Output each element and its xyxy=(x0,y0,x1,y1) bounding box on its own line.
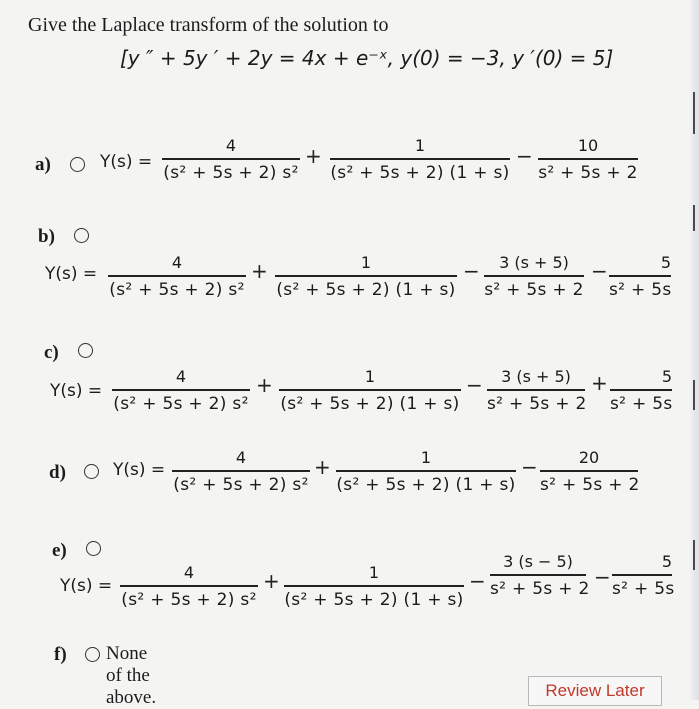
fraction-bar xyxy=(112,389,250,391)
numerator: 5 xyxy=(661,367,672,386)
option-a-radio[interactable] xyxy=(70,157,85,172)
denominator: (s² + 5s + 2) s² xyxy=(121,589,257,610)
numerator: 4 xyxy=(171,253,183,272)
numerator: 4 xyxy=(235,448,247,467)
option-d-radio[interactable] xyxy=(84,464,99,479)
fraction-bar xyxy=(538,158,638,160)
edge-marker xyxy=(693,92,695,134)
numerator: 20 xyxy=(578,448,600,467)
fraction xyxy=(487,367,585,415)
fraction xyxy=(284,563,464,611)
fraction xyxy=(120,563,258,611)
denominator: s² + 5s + 2 xyxy=(484,279,584,300)
option-c-radio[interactable] xyxy=(78,343,93,358)
edge-marker xyxy=(693,205,695,231)
review-later-button[interactable]: Review Later xyxy=(528,676,662,706)
fraction-bar xyxy=(275,275,457,277)
denominator: (s² + 5s + 2) (1 + s) xyxy=(330,162,510,183)
fraction xyxy=(540,448,638,496)
fraction-bar xyxy=(484,275,584,277)
fraction xyxy=(610,367,672,415)
fraction xyxy=(484,253,584,301)
fraction xyxy=(108,253,246,301)
fraction xyxy=(538,136,638,184)
fraction-bar xyxy=(330,158,510,160)
option-b-radio[interactable] xyxy=(74,228,89,243)
denominator: (s² + 5s + 2) s² xyxy=(173,474,309,495)
option-letter: b) xyxy=(38,226,55,247)
option-e-radio[interactable] xyxy=(86,541,101,556)
numerator: 4 xyxy=(175,367,187,386)
option-letter: e) xyxy=(52,540,67,561)
fraction-bar xyxy=(610,389,672,391)
fraction xyxy=(330,136,510,184)
denominator: s² + 5s xyxy=(612,578,675,599)
numerator: 3 (s + 5) xyxy=(499,253,569,272)
minus-operator: − xyxy=(591,259,608,283)
minus-operator: − xyxy=(516,144,533,168)
plus-operator: + xyxy=(591,371,608,395)
fraction-bar xyxy=(172,470,310,472)
denominator: s² + 5s + 2 xyxy=(490,578,590,599)
minus-operator: − xyxy=(521,455,538,479)
numerator: 4 xyxy=(183,563,195,582)
edge-marker xyxy=(693,540,695,570)
numerator: 5 xyxy=(661,552,672,571)
numerator: 10 xyxy=(577,136,599,155)
fraction-bar xyxy=(336,470,516,472)
fraction-bar xyxy=(108,275,246,277)
option-f-label: None of the above. xyxy=(106,643,157,708)
fraction-bar xyxy=(120,585,258,587)
numerator: 3 (s + 5) xyxy=(501,367,571,386)
denominator: s² + 5s + 2 xyxy=(538,162,638,183)
denominator: s² + 5s + 2 xyxy=(487,393,587,414)
option-lhs: Y(s) = xyxy=(113,460,166,480)
minus-operator: − xyxy=(463,259,480,283)
option-letter: f) xyxy=(54,644,67,665)
fraction-bar xyxy=(490,574,586,576)
fraction xyxy=(609,253,671,301)
option-lhs: Y(s) = xyxy=(100,152,153,172)
window-edge xyxy=(689,0,699,700)
minus-operator: − xyxy=(594,565,611,589)
denominator: s² + 5s xyxy=(609,279,672,300)
plus-operator: + xyxy=(256,373,273,397)
denominator: (s² + 5s + 2) s² xyxy=(113,393,249,414)
option-letter: c) xyxy=(44,342,59,363)
numerator: 1 xyxy=(420,448,432,467)
fraction xyxy=(172,448,310,496)
denominator: (s² + 5s + 2) (1 + s) xyxy=(284,589,464,610)
option-lhs: Y(s) = xyxy=(50,381,103,401)
denominator: (s² + 5s + 2) (1 + s) xyxy=(276,279,456,300)
denominator: (s² + 5s + 2) (1 + s) xyxy=(336,474,516,495)
minus-operator: − xyxy=(466,373,483,397)
denominator: (s² + 5s + 2) (1 + s) xyxy=(280,393,460,414)
numerator: 1 xyxy=(360,253,372,272)
minus-operator: − xyxy=(469,569,486,593)
numerator: 3 (s − 5) xyxy=(503,552,573,571)
fraction xyxy=(336,448,516,496)
fraction-bar xyxy=(487,389,585,391)
option-lhs: Y(s) = xyxy=(45,264,98,284)
numerator: 5 xyxy=(660,253,671,272)
denominator: (s² + 5s + 2) s² xyxy=(109,279,245,300)
fraction-bar xyxy=(609,275,671,277)
denominator: (s² + 5s + 2) s² xyxy=(163,162,299,183)
fraction xyxy=(112,367,250,415)
option-lhs: Y(s) = xyxy=(60,576,113,596)
fraction-bar xyxy=(612,574,672,576)
numerator: 1 xyxy=(364,367,376,386)
numerator: 4 xyxy=(225,136,237,155)
question-title: Give the Laplace transform of the solution to xyxy=(28,14,389,36)
numerator: 1 xyxy=(414,136,426,155)
plus-operator: + xyxy=(305,144,322,168)
numerator: 1 xyxy=(368,563,380,582)
differential-equation: [y ″ + 5y ′ + 2y = 4x + e⁻ˣ, y(0) = −3, y ′(0) = 5] xyxy=(120,46,614,70)
fraction xyxy=(490,552,590,600)
plus-operator: + xyxy=(251,259,268,283)
option-f-radio[interactable] xyxy=(85,647,100,662)
denominator: s² + 5s xyxy=(610,393,673,414)
denominator: s² + 5s + 2 xyxy=(540,474,640,495)
fraction-bar xyxy=(279,389,461,391)
option-letter: a) xyxy=(35,154,51,175)
fraction xyxy=(612,552,675,600)
edge-marker xyxy=(693,380,695,410)
fraction-bar xyxy=(162,158,300,160)
fraction-bar xyxy=(540,470,638,472)
fraction xyxy=(279,367,461,415)
fraction xyxy=(275,253,457,301)
plus-operator: + xyxy=(263,569,280,593)
fraction xyxy=(162,136,300,184)
fraction-bar xyxy=(284,585,464,587)
plus-operator: + xyxy=(314,455,331,479)
option-letter: d) xyxy=(49,462,66,483)
